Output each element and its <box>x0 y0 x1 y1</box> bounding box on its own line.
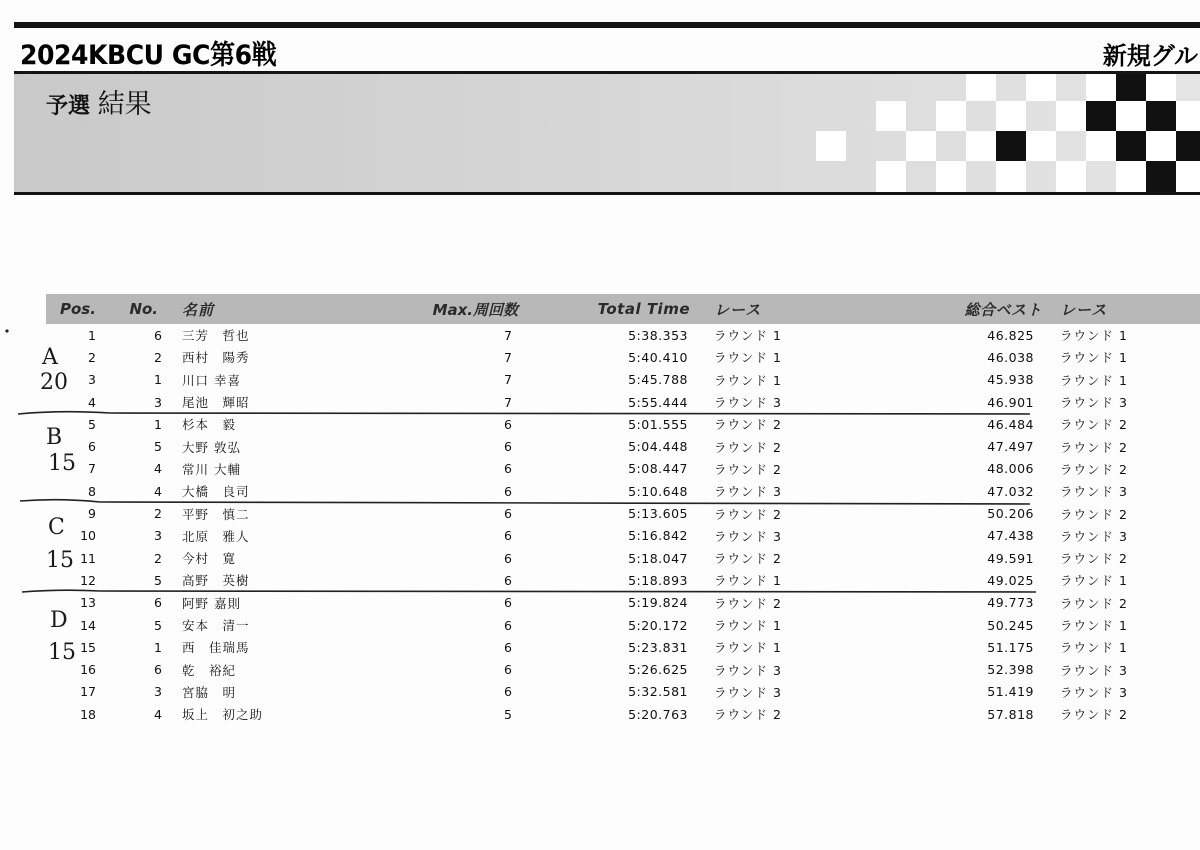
group-letter-d: D <box>50 608 68 633</box>
cell-name: 乾 裕紀 <box>182 662 237 678</box>
cell-name: 西 佳瑞馬 <box>182 640 250 656</box>
table-row <box>46 391 1200 413</box>
cell-total-time: 5:26.625 <box>628 662 688 678</box>
cell-no: 3 <box>154 528 162 544</box>
cell-total-time: 5:01.555 <box>628 416 688 432</box>
column-header-best: 総合ベスト <box>964 300 1042 319</box>
cell-pos: 7 <box>88 461 96 477</box>
cell-total-time: 5:40.410 <box>628 349 688 365</box>
table-row <box>46 346 1200 368</box>
cell-best-race: ラウンド 1 <box>1060 573 1128 589</box>
cell-best-race: ラウンド 2 <box>1060 595 1128 611</box>
group-count-b: 15 <box>48 451 76 476</box>
table-row <box>46 413 1200 435</box>
table-row <box>46 681 1200 703</box>
cell-name: 尾池 輝昭 <box>182 395 250 411</box>
cell-total-time: 5:20.763 <box>628 706 688 722</box>
cell-race: ラウンド 2 <box>714 707 782 723</box>
cell-best: 49.773 <box>987 595 1034 611</box>
group-letter-b: B <box>46 425 63 450</box>
cell-pos: 4 <box>88 394 96 410</box>
cell-best: 52.398 <box>987 662 1034 678</box>
column-header-no: No. <box>129 300 158 318</box>
cell-no: 2 <box>154 550 162 566</box>
results-body <box>46 324 1200 725</box>
cell-no: 5 <box>154 439 162 455</box>
cell-max-laps: 6 <box>504 483 512 499</box>
cell-total-time: 5:04.448 <box>628 439 688 455</box>
cell-max-laps: 6 <box>504 461 512 477</box>
table-row <box>46 369 1200 391</box>
cell-best: 57.818 <box>987 706 1034 722</box>
table-row <box>46 569 1200 591</box>
cell-best: 47.438 <box>987 528 1034 544</box>
table-header-row <box>46 294 1200 324</box>
cell-no: 4 <box>154 483 162 499</box>
group-letter-c: C <box>48 515 65 540</box>
cell-race: ラウンド 2 <box>714 439 782 455</box>
cell-total-time: 5:19.824 <box>628 595 688 611</box>
cell-best-race: ラウンド 1 <box>1060 640 1128 656</box>
cell-max-laps: 6 <box>504 617 512 633</box>
cell-pos: 11 <box>80 550 96 566</box>
cell-max-laps: 6 <box>504 416 512 432</box>
cell-race: ラウンド 2 <box>714 461 782 477</box>
cell-race: ラウンド 3 <box>714 484 782 500</box>
cell-pos: 9 <box>88 506 96 522</box>
cell-no: 1 <box>154 639 162 655</box>
cell-race: ラウンド 3 <box>714 395 782 411</box>
cell-best: 50.245 <box>987 617 1034 633</box>
cell-total-time: 5:13.605 <box>628 506 688 522</box>
cell-best-race: ラウンド 1 <box>1060 618 1128 633</box>
cell-race: ラウンド 1 <box>714 618 782 633</box>
cell-name: 北原 雅人 <box>182 528 250 544</box>
cell-no: 3 <box>154 394 162 410</box>
cell-name: 今村 寛 <box>182 551 237 567</box>
group-letter-a: A <box>42 345 58 370</box>
cell-total-time: 5:23.831 <box>628 639 688 655</box>
cell-pos: 17 <box>80 684 96 700</box>
cell-best: 46.484 <box>987 416 1034 432</box>
cell-total-time: 5:18.047 <box>628 550 688 566</box>
cell-total-time: 5:55.444 <box>628 394 688 410</box>
cell-total-time: 5:32.581 <box>628 684 688 700</box>
cell-best-race: ラウンド 2 <box>1060 707 1128 723</box>
table-row <box>46 435 1200 457</box>
cell-max-laps: 7 <box>504 349 512 365</box>
cell-max-laps: 6 <box>504 550 512 566</box>
column-header-race: レース <box>714 300 762 319</box>
cell-best: 46.825 <box>987 327 1034 343</box>
cell-no: 5 <box>154 617 162 633</box>
cell-max-laps: 6 <box>504 662 512 678</box>
class-name: 新規グル <box>1102 42 1198 70</box>
cell-race: ラウンド 3 <box>714 662 782 678</box>
cell-pos: 12 <box>80 572 96 588</box>
top-rule <box>14 22 1200 28</box>
cell-best: 49.591 <box>987 550 1034 566</box>
cell-race: ラウンド 1 <box>714 350 782 366</box>
cell-max-laps: 5 <box>504 706 512 722</box>
cell-race: ラウンド 1 <box>714 328 782 344</box>
cell-max-laps: 6 <box>504 572 512 588</box>
cell-no: 3 <box>154 684 162 700</box>
cell-best-race: ラウンド 2 <box>1060 417 1128 433</box>
cell-best-race: ラウンド 1 <box>1060 350 1128 366</box>
cell-max-laps: 6 <box>504 528 512 544</box>
cell-name: 大野 敦弘 <box>182 439 241 455</box>
cell-no: 4 <box>154 461 162 477</box>
cell-best-race: ラウンド 3 <box>1060 684 1128 700</box>
cell-name: 宮脇 明 <box>182 684 237 700</box>
cell-total-time: 5:16.842 <box>628 528 688 544</box>
cell-total-time: 5:38.353 <box>628 327 688 343</box>
table-row <box>46 658 1200 680</box>
column-header-pos: Pos. <box>60 300 96 318</box>
cell-name: 常川 大輔 <box>182 461 241 477</box>
table-row <box>46 614 1200 636</box>
cell-best-race: ラウンド 1 <box>1060 328 1128 344</box>
cell-max-laps: 7 <box>504 327 512 343</box>
cell-best: 46.038 <box>987 349 1034 365</box>
cell-no: 4 <box>154 706 162 722</box>
cell-pos: 1 <box>88 327 96 343</box>
cell-best-race: ラウンド 2 <box>1060 551 1128 567</box>
cell-pos: 5 <box>88 416 96 432</box>
cell-max-laps: 6 <box>504 439 512 455</box>
stray-dot <box>5 329 8 332</box>
cell-max-laps: 7 <box>504 372 512 388</box>
table-row <box>46 324 1200 346</box>
cell-no: 2 <box>154 349 162 365</box>
cell-best-race: ラウンド 2 <box>1060 506 1128 522</box>
cell-name: 大橋 良司 <box>182 484 250 500</box>
cell-pos: 8 <box>88 483 96 499</box>
table-row <box>46 703 1200 725</box>
cell-best: 48.006 <box>987 461 1034 477</box>
cell-max-laps: 6 <box>504 506 512 522</box>
cell-no: 6 <box>154 327 162 343</box>
table-row <box>46 480 1200 502</box>
group-count-a: 20 <box>40 370 68 395</box>
cell-pos: 18 <box>80 706 96 722</box>
cell-name: 平野 慎二 <box>182 506 250 522</box>
cell-best-race: ラウンド 3 <box>1060 662 1128 678</box>
results-table <box>46 294 1200 725</box>
cell-race: ラウンド 1 <box>714 573 782 589</box>
table-row <box>46 592 1200 614</box>
cell-best-race: ラウンド 3 <box>1060 484 1128 500</box>
cell-name: 坂上 初之助 <box>182 707 264 723</box>
banner <box>14 71 1200 195</box>
cell-pos: 13 <box>80 595 96 611</box>
table-row <box>46 547 1200 569</box>
cell-pos: 16 <box>80 662 96 678</box>
table-row <box>46 636 1200 658</box>
cell-best: 51.419 <box>987 684 1034 700</box>
cell-name: 安本 清一 <box>182 618 250 633</box>
cell-name: 阿野 嘉則 <box>182 595 241 611</box>
cell-total-time: 5:45.788 <box>628 372 688 388</box>
cell-best: 49.025 <box>987 572 1034 588</box>
cell-name: 杉本 毅 <box>182 417 237 433</box>
column-header-total-time: Total Time <box>597 300 690 318</box>
cell-best-race: ラウンド 3 <box>1060 528 1128 544</box>
table-row <box>46 502 1200 524</box>
cell-race: ラウンド 1 <box>714 640 782 656</box>
cell-pos: 3 <box>88 372 96 388</box>
cell-no: 5 <box>154 572 162 588</box>
cell-max-laps: 6 <box>504 639 512 655</box>
table-row <box>46 525 1200 547</box>
section-label <box>46 82 152 121</box>
cell-pos: 2 <box>88 349 96 365</box>
cell-best-race: ラウンド 1 <box>1060 372 1128 388</box>
cell-best: 47.032 <box>987 483 1034 499</box>
cell-race: ラウンド 3 <box>714 684 782 700</box>
column-header-best-race: レース <box>1060 300 1108 319</box>
cell-total-time: 5:08.447 <box>628 461 688 477</box>
cell-pos: 14 <box>80 617 96 633</box>
cell-race: ラウンド 3 <box>714 528 782 544</box>
cell-best-race: ラウンド 3 <box>1060 395 1128 411</box>
column-header-name: 名前 <box>182 300 215 319</box>
cell-no: 1 <box>154 416 162 432</box>
cell-total-time: 5:20.172 <box>628 617 688 633</box>
cell-no: 2 <box>154 506 162 522</box>
table-row <box>46 458 1200 480</box>
section-label-printed: 予選 <box>46 94 91 119</box>
cell-race: ラウンド 1 <box>714 372 782 388</box>
cell-race: ラウンド 2 <box>714 506 782 522</box>
cell-race: ラウンド 2 <box>714 417 782 433</box>
cell-best: 47.497 <box>987 439 1034 455</box>
cell-pos: 6 <box>88 439 96 455</box>
cell-total-time: 5:10.648 <box>628 483 688 499</box>
column-header-max-laps: Max.周回数 <box>432 300 518 319</box>
cell-best: 46.901 <box>987 394 1034 410</box>
event-title: 2024KBCU GC第6戦 <box>20 40 277 71</box>
cell-name: 川口 幸喜 <box>182 372 241 388</box>
cell-no: 6 <box>154 662 162 678</box>
cell-best: 51.175 <box>987 639 1034 655</box>
cell-total-time: 5:18.893 <box>628 572 688 588</box>
cell-race: ラウンド 2 <box>714 551 782 567</box>
section-label-handwritten: 結果 <box>97 89 152 120</box>
cell-name: 高野 英樹 <box>182 573 250 589</box>
cell-pos: 10 <box>80 528 96 544</box>
cell-pos: 15 <box>80 639 96 655</box>
cell-name: 西村 陽秀 <box>182 350 250 366</box>
cell-best-race: ラウンド 2 <box>1060 461 1128 477</box>
cell-name: 三芳 哲也 <box>182 328 250 344</box>
cell-best: 50.206 <box>987 506 1034 522</box>
cell-no: 1 <box>154 372 162 388</box>
cell-race: ラウンド 2 <box>714 595 782 611</box>
cell-no: 6 <box>154 595 162 611</box>
cell-max-laps: 6 <box>504 595 512 611</box>
cell-max-laps: 6 <box>504 684 512 700</box>
cell-max-laps: 7 <box>504 394 512 410</box>
group-count-d: 15 <box>48 640 76 665</box>
group-count-c: 15 <box>46 548 74 573</box>
cell-best-race: ラウンド 2 <box>1060 439 1128 455</box>
cell-best: 45.938 <box>987 372 1034 388</box>
